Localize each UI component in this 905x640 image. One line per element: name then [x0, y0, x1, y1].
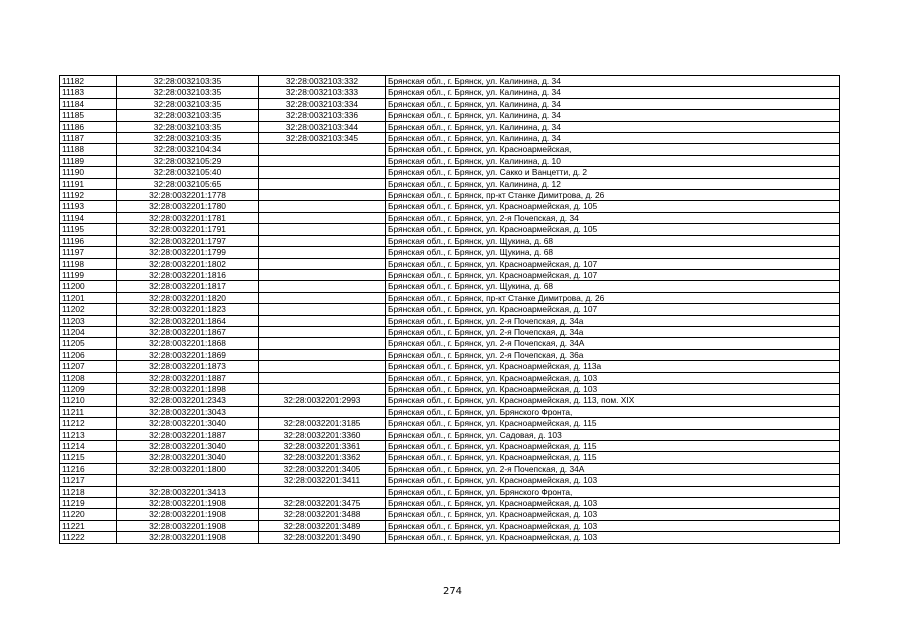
parcel-cadastral-cell: 32:28:0032103:35 [117, 76, 259, 87]
row-number-cell: 11202 [60, 304, 117, 315]
address-cell: Брянская обл., г. Брянск, ул. Красноармейская, д. 105 [386, 201, 840, 212]
object-cadastral-cell: 32:28:0032201:3405 [259, 463, 386, 474]
object-cadastral-cell: 32:28:0032201:2993 [259, 395, 386, 406]
parcel-cadastral-cell: 32:28:0032201:1908 [117, 520, 259, 531]
object-cadastral-cell [259, 281, 386, 292]
parcel-cadastral-cell: 32:28:0032201:3040 [117, 441, 259, 452]
table-row [60, 167, 840, 178]
row-number-cell: 11198 [60, 258, 117, 269]
table-row [60, 201, 840, 212]
address-cell: Брянская обл., г. Брянск, ул. Брянского Фронта, [386, 486, 840, 497]
object-cadastral-cell [259, 212, 386, 223]
address-cell: Брянская обл., г. Брянск, ул. Красноармейская, д. 103 [386, 498, 840, 509]
table-row [60, 509, 840, 520]
address-cell: Брянская обл., г. Брянск, ул. Щукина, д. 68 [386, 247, 840, 258]
parcel-cadastral-cell: 32:28:0032201:1887 [117, 429, 259, 440]
object-cadastral-cell [259, 247, 386, 258]
address-cell: Брянская обл., г. Брянск, ул. 2-я Почепская, д. 34А [386, 463, 840, 474]
row-number-cell: 11201 [60, 292, 117, 303]
table-row [60, 361, 840, 372]
parcel-cadastral-cell: 32:28:0032201:1898 [117, 383, 259, 394]
table-row [60, 349, 840, 360]
parcel-cadastral-cell: 32:28:0032201:1799 [117, 247, 259, 258]
table-row [60, 190, 840, 201]
address-cell: Брянская обл., г. Брянск, ул. 2-я Почепская, д. 34А [386, 338, 840, 349]
parcel-cadastral-cell: 32:28:0032201:3040 [117, 452, 259, 463]
table-row [60, 429, 840, 440]
object-cadastral-cell [259, 269, 386, 280]
row-number-cell: 11191 [60, 178, 117, 189]
parcel-cadastral-cell: 32:28:0032105:29 [117, 155, 259, 166]
address-cell: Брянская обл., г. Брянск, ул. Калинина, д. 12 [386, 178, 840, 189]
object-cadastral-cell [259, 361, 386, 372]
page-number: 274 [442, 586, 463, 597]
table-row [60, 338, 840, 349]
row-number-cell: 11220 [60, 509, 117, 520]
row-number-cell: 11188 [60, 144, 117, 155]
row-number-cell: 11185 [60, 110, 117, 121]
table-row [60, 395, 840, 406]
address-cell: Брянская обл., г. Брянск, ул. Красноармейская, д. 107 [386, 258, 840, 269]
row-number-cell: 11222 [60, 532, 117, 543]
table-row [60, 383, 840, 394]
address-cell: Брянская обл., г. Брянск, ул. Калинина, д. 10 [386, 155, 840, 166]
address-cell: Брянская обл., г. Брянск, ул. 2-я Почепская, д. 34 [386, 212, 840, 223]
table-row [60, 212, 840, 223]
table-row [60, 247, 840, 258]
address-cell: Брянская обл., г. Брянск, ул. Красноармейская, д. 105 [386, 224, 840, 235]
object-cadastral-cell [259, 326, 386, 337]
address-cell: Брянская обл., г. Брянск, ул. Красноармейская, д. 103 [386, 383, 840, 394]
row-number-cell: 11194 [60, 212, 117, 223]
object-cadastral-cell [259, 372, 386, 383]
address-cell: Брянская обл., г. Брянск, ул. Красноармейская, д. 115 [386, 452, 840, 463]
parcel-cadastral-cell: 32:28:0032105:40 [117, 167, 259, 178]
address-cell: Брянская обл., г. Брянск, ул. Красноармейская, д. 113, пом. XIX [386, 395, 840, 406]
parcel-cadastral-cell: 32:28:0032103:35 [117, 121, 259, 132]
row-number-cell: 11199 [60, 269, 117, 280]
address-cell: Брянская обл., г. Брянск, ул. Красноармейская, д. 113а [386, 361, 840, 372]
object-cadastral-cell [259, 178, 386, 189]
table-row [60, 87, 840, 98]
parcel-cadastral-cell: 32:28:0032201:1908 [117, 532, 259, 543]
table-row [60, 269, 840, 280]
object-cadastral-cell: 32:28:0032201:3361 [259, 441, 386, 452]
table-row [60, 292, 840, 303]
object-cadastral-cell: 32:28:0032201:3488 [259, 509, 386, 520]
table-row [60, 144, 840, 155]
object-cadastral-cell: 32:28:0032103:345 [259, 133, 386, 144]
table-row [60, 315, 840, 326]
address-cell: Брянская обл., г. Брянск, ул. Калинина, д. 34 [386, 121, 840, 132]
table-row [60, 475, 840, 486]
object-cadastral-cell [259, 167, 386, 178]
address-cell: Брянская обл., г. Брянск, ул. Калинина, д. 34 [386, 110, 840, 121]
parcel-cadastral-cell: 32:28:0032104:34 [117, 144, 259, 155]
address-cell: Брянская обл., г. Брянск, ул. Щукина, д. 68 [386, 235, 840, 246]
address-cell: Брянская обл., г. Брянск, ул. Калинина, д. 34 [386, 87, 840, 98]
table-row [60, 98, 840, 109]
row-number-cell: 11182 [60, 76, 117, 87]
row-number-cell: 11219 [60, 498, 117, 509]
parcel-cadastral-cell: 32:28:0032201:1781 [117, 212, 259, 223]
address-cell: Брянская обл., г. Брянск, ул. Щукина, д. 68 [386, 281, 840, 292]
object-cadastral-cell [259, 406, 386, 417]
row-number-cell: 11208 [60, 372, 117, 383]
object-cadastral-cell: 32:28:0032103:333 [259, 87, 386, 98]
address-cell: Брянская обл., г. Брянск, ул. Красноармейская, д. 103 [386, 372, 840, 383]
row-number-cell: 11204 [60, 326, 117, 337]
object-cadastral-cell [259, 201, 386, 212]
row-number-cell: 11205 [60, 338, 117, 349]
table-row [60, 110, 840, 121]
row-number-cell: 11217 [60, 475, 117, 486]
parcel-cadastral-cell: 32:28:0032201:1820 [117, 292, 259, 303]
table-row [60, 258, 840, 269]
parcel-cadastral-cell: 32:28:0032201:1791 [117, 224, 259, 235]
parcel-cadastral-cell: 32:28:0032201:1817 [117, 281, 259, 292]
address-cell: Брянская обл., г. Брянск, пр-кт Станке Димитрова, д. 26 [386, 190, 840, 201]
address-cell: Брянская обл., г. Брянск, ул. 2-я Почепская, д. 34а [386, 315, 840, 326]
address-cell: Брянская обл., г. Брянск, ул. Красноармейская, [386, 144, 840, 155]
parcel-cadastral-cell: 32:28:0032201:1869 [117, 349, 259, 360]
address-cell: Брянская обл., г. Брянск, ул. Красноармейская, д. 103 [386, 532, 840, 543]
table-row [60, 418, 840, 429]
object-cadastral-cell: 32:28:0032201:3185 [259, 418, 386, 429]
row-number-cell: 11193 [60, 201, 117, 212]
object-cadastral-cell [259, 338, 386, 349]
row-number-cell: 11200 [60, 281, 117, 292]
parcel-cadastral-cell: 32:28:0032201:1887 [117, 372, 259, 383]
row-number-cell: 11197 [60, 247, 117, 258]
address-cell: Брянская обл., г. Брянск, ул. Брянского Фронта, [386, 406, 840, 417]
row-number-cell: 11218 [60, 486, 117, 497]
parcel-cadastral-cell: 32:28:0032201:2343 [117, 395, 259, 406]
row-number-cell: 11184 [60, 98, 117, 109]
row-number-cell: 11214 [60, 441, 117, 452]
parcel-cadastral-cell: 32:28:0032201:1800 [117, 463, 259, 474]
table-row [60, 304, 840, 315]
object-cadastral-cell: 32:28:0032201:3490 [259, 532, 386, 543]
registry-table-body [60, 76, 840, 544]
parcel-cadastral-cell: 32:28:0032201:3043 [117, 406, 259, 417]
object-cadastral-cell: 32:28:0032201:3475 [259, 498, 386, 509]
parcel-cadastral-cell: 32:28:0032103:35 [117, 133, 259, 144]
address-cell: Брянская обл., г. Брянск, ул. Калинина, д. 34 [386, 133, 840, 144]
object-cadastral-cell: 32:28:0032201:3411 [259, 475, 386, 486]
row-number-cell: 11206 [60, 349, 117, 360]
object-cadastral-cell [259, 349, 386, 360]
table-row [60, 520, 840, 531]
table-row [60, 326, 840, 337]
row-number-cell: 11196 [60, 235, 117, 246]
row-number-cell: 11187 [60, 133, 117, 144]
address-cell: Брянская обл., г. Брянск, ул. Красноармейская, д. 107 [386, 269, 840, 280]
parcel-cadastral-cell: 32:28:0032201:1797 [117, 235, 259, 246]
table-row [60, 155, 840, 166]
parcel-cadastral-cell: 32:28:0032103:35 [117, 98, 259, 109]
table-row [60, 76, 840, 87]
row-number-cell: 11207 [60, 361, 117, 372]
object-cadastral-cell: 32:28:0032201:3489 [259, 520, 386, 531]
object-cadastral-cell: 32:28:0032201:3360 [259, 429, 386, 440]
row-number-cell: 11209 [60, 383, 117, 394]
object-cadastral-cell [259, 315, 386, 326]
parcel-cadastral-cell: 32:28:0032201:3040 [117, 418, 259, 429]
row-number-cell: 11212 [60, 418, 117, 429]
address-cell: Брянская обл., г. Брянск, ул. Красноармейская, д. 115 [386, 418, 840, 429]
address-cell: Брянская обл., г. Брянск, ул. 2-я Почепская, д. 34а [386, 326, 840, 337]
object-cadastral-cell: 32:28:0032103:334 [259, 98, 386, 109]
table-row [60, 281, 840, 292]
row-number-cell: 11221 [60, 520, 117, 531]
parcel-cadastral-cell: 32:28:0032103:35 [117, 87, 259, 98]
table-row [60, 486, 840, 497]
object-cadastral-cell [259, 144, 386, 155]
address-cell: Брянская обл., г. Брянск, ул. Красноармейская, д. 103 [386, 475, 840, 486]
table-row [60, 121, 840, 132]
object-cadastral-cell [259, 155, 386, 166]
row-number-cell: 11195 [60, 224, 117, 235]
row-number-cell: 11215 [60, 452, 117, 463]
parcel-cadastral-cell: 32:28:0032201:3413 [117, 486, 259, 497]
table-row [60, 498, 840, 509]
address-cell: Брянская обл., г. Брянск, ул. 2-я Почепская, д. 36а [386, 349, 840, 360]
table-row [60, 406, 840, 417]
row-number-cell: 11186 [60, 121, 117, 132]
row-number-cell: 11183 [60, 87, 117, 98]
parcel-cadastral-cell: 32:28:0032201:1780 [117, 201, 259, 212]
table-row [60, 178, 840, 189]
object-cadastral-cell [259, 383, 386, 394]
object-cadastral-cell: 32:28:0032103:332 [259, 76, 386, 87]
table-row [60, 463, 840, 474]
address-cell: Брянская обл., г. Брянск, пр-кт Станке Димитрова, д. 26 [386, 292, 840, 303]
parcel-cadastral-cell: 32:28:0032201:1864 [117, 315, 259, 326]
object-cadastral-cell [259, 486, 386, 497]
row-number-cell: 11203 [60, 315, 117, 326]
parcel-cadastral-cell: 32:28:0032201:1802 [117, 258, 259, 269]
table-row [60, 372, 840, 383]
address-cell: Брянская обл., г. Брянск, ул. Красноармейская, д. 103 [386, 520, 840, 531]
parcel-cadastral-cell: 32:28:0032103:35 [117, 110, 259, 121]
table-row [60, 133, 840, 144]
parcel-cadastral-cell: 32:28:0032201:1778 [117, 190, 259, 201]
table-row [60, 441, 840, 452]
parcel-cadastral-cell: 32:28:0032201:1873 [117, 361, 259, 372]
object-cadastral-cell [259, 224, 386, 235]
object-cadastral-cell [259, 292, 386, 303]
object-cadastral-cell [259, 190, 386, 201]
address-cell: Брянская обл., г. Брянск, ул. Сакко и Ванцетти, д. 2 [386, 167, 840, 178]
row-number-cell: 11192 [60, 190, 117, 201]
object-cadastral-cell: 32:28:0032201:3362 [259, 452, 386, 463]
parcel-cadastral-cell: 32:28:0032105:65 [117, 178, 259, 189]
parcel-cadastral-cell: 32:28:0032201:1908 [117, 498, 259, 509]
address-cell: Брянская обл., г. Брянск, ул. Калинина, д. 34 [386, 76, 840, 87]
address-cell: Брянская обл., г. Брянск, ул. Красноармейская, д. 103 [386, 509, 840, 520]
address-cell: Брянская обл., г. Брянск, ул. Калинина, д. 34 [386, 98, 840, 109]
address-cell: Брянская обл., г. Брянск, ул. Красноармейская, д. 107 [386, 304, 840, 315]
address-cell: Брянская обл., г. Брянск, ул. Садовая, д. 103 [386, 429, 840, 440]
row-number-cell: 11190 [60, 167, 117, 178]
parcel-cadastral-cell: 32:28:0032201:1816 [117, 269, 259, 280]
parcel-cadastral-cell: 32:28:0032201:1823 [117, 304, 259, 315]
table-row [60, 452, 840, 463]
parcel-cadastral-cell: 32:28:0032201:1867 [117, 326, 259, 337]
object-cadastral-cell [259, 235, 386, 246]
object-cadastral-cell: 32:28:0032103:344 [259, 121, 386, 132]
object-cadastral-cell [259, 258, 386, 269]
parcel-cadastral-cell: 32:28:0032201:1868 [117, 338, 259, 349]
row-number-cell: 11213 [60, 429, 117, 440]
registry-table [59, 75, 840, 544]
parcel-cadastral-cell [117, 475, 259, 486]
object-cadastral-cell [259, 304, 386, 315]
row-number-cell: 11216 [60, 463, 117, 474]
row-number-cell: 11210 [60, 395, 117, 406]
row-number-cell: 11211 [60, 406, 117, 417]
row-number-cell: 11189 [60, 155, 117, 166]
address-cell: Брянская обл., г. Брянск, ул. Красноармейская, д. 115 [386, 441, 840, 452]
table-row [60, 532, 840, 543]
table-row [60, 235, 840, 246]
table-row [60, 224, 840, 235]
parcel-cadastral-cell: 32:28:0032201:1908 [117, 509, 259, 520]
object-cadastral-cell: 32:28:0032103:336 [259, 110, 386, 121]
